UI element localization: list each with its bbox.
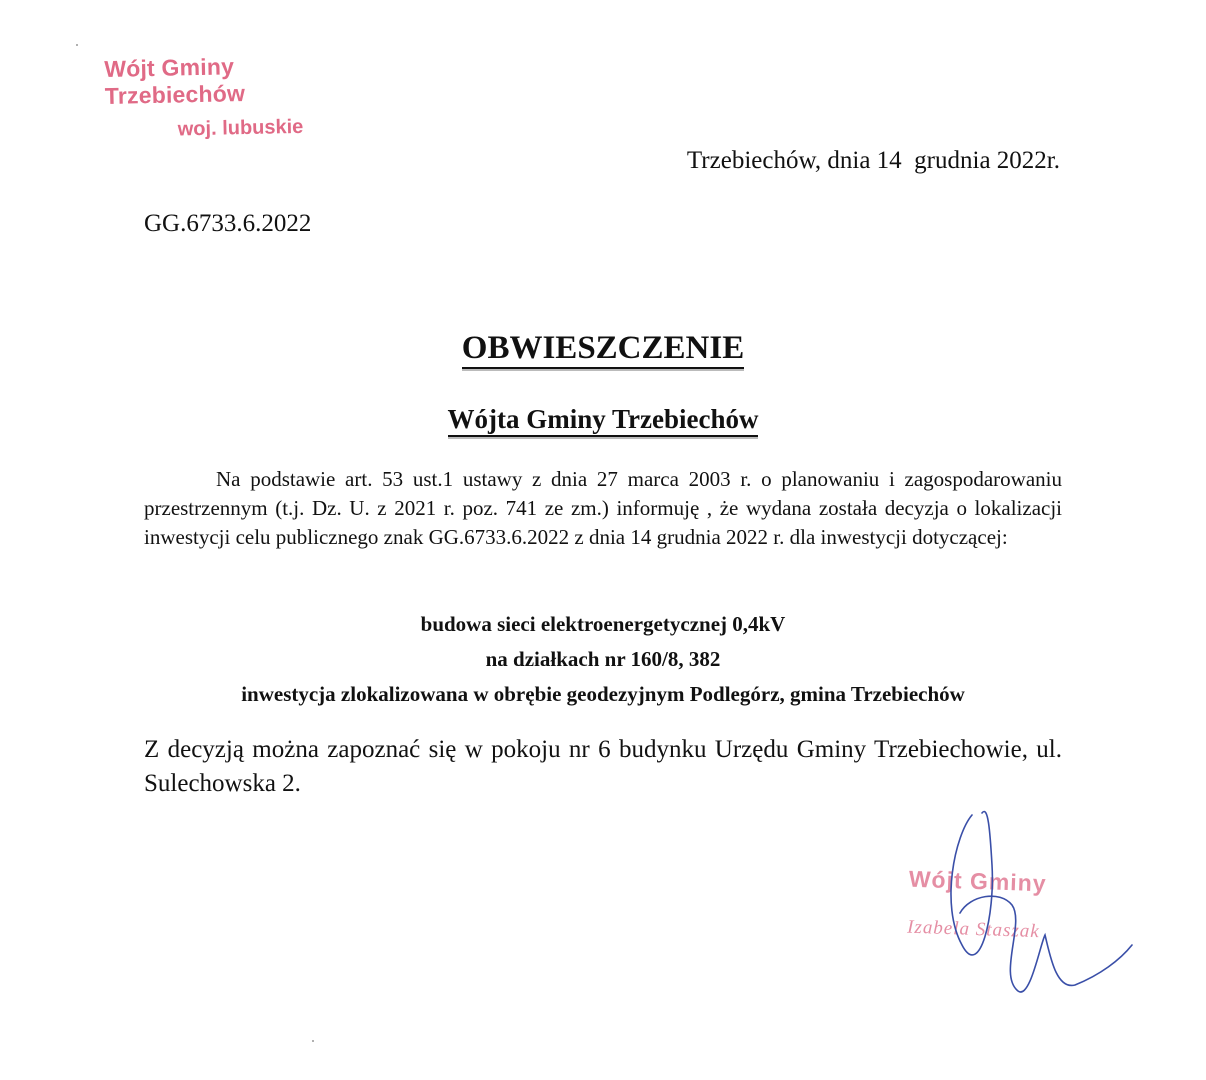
handwritten-signature xyxy=(900,795,1140,1025)
reference-number: GG.6733.6.2022 xyxy=(144,210,312,237)
investment-description xyxy=(0,607,1206,712)
investment-line-3: inwestycja zlokalizowana w obrębie geodezyjnym Podlegórz, gmina Trzebiechów xyxy=(241,682,965,706)
document-title: OBWIESZCZENIE xyxy=(462,330,744,369)
header-stamp xyxy=(104,50,406,143)
signature-stamp-name: Izabela Staszak xyxy=(906,916,1041,943)
investment-line-2: na działkach nr 160/8, 382 xyxy=(485,647,721,671)
scan-speck xyxy=(312,1040,314,1042)
scan-speck xyxy=(76,44,78,46)
document-subtitle: Wójta Gminy Trzebiechów xyxy=(448,404,759,437)
signature-stamp-title: Wójt Gminy xyxy=(908,865,1048,897)
decision-note: Z decyzją można zapoznać się w pokoju nr 6 budynku Urzędu Gminy Trzebiechowie, ul. Sulechowska 2. xyxy=(144,736,1062,797)
stamp-voivodeship: woj. lubuskie xyxy=(177,115,304,141)
investment-line-1: budowa sieci elektroenergetycznej 0,4kV xyxy=(420,612,786,636)
document-title-block xyxy=(0,330,1206,367)
stamp-office-name: Wójt Gminy Trzebiechów xyxy=(104,53,246,109)
document-date: Trzebiechów, dnia 14 grudnia 2022r. xyxy=(686,147,1060,174)
document-subtitle-block xyxy=(0,404,1206,435)
body-paragraph: Na podstawie art. 53 ust.1 ustawy z dnia 27 marca 2003 r. o planowaniu i zagospodarowaniu przestrzennym (t.j. Dz. U. z 2021 r. poz. 741 ze zm.) informuję , że wydana została decyzja o lokalizacji inwestycji celu publicznego znak GG.6733.6.2022 z dnia 14 grudnia 2022 r. dla inwestycji dotyczącej: xyxy=(144,467,1062,549)
